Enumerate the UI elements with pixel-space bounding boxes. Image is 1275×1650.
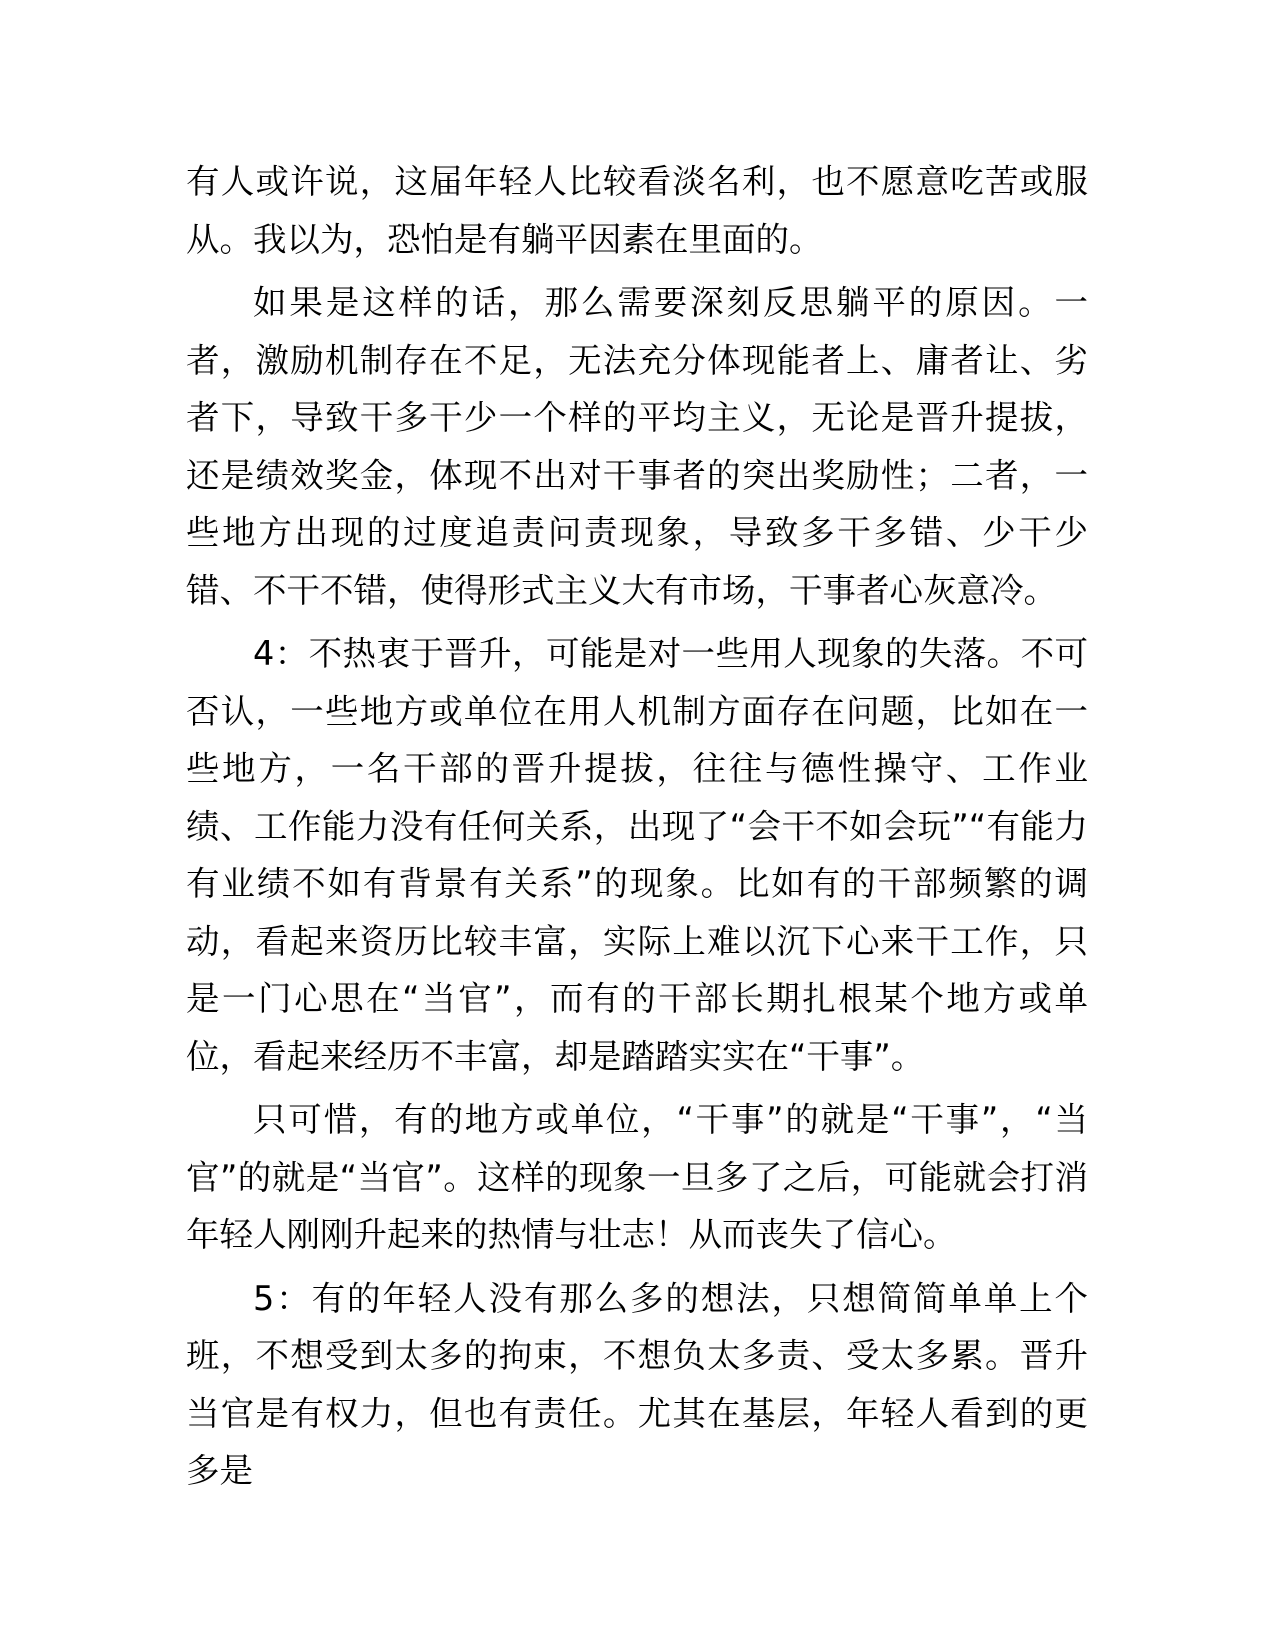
paragraph-5: 5：有的年轻人没有那么多的想法，只想简简单单上个班，不想受到太多的拘束，不想负太多责、受太多累。晋升当官是有权力，但也有责任。尤其在基层，年轻人看到的更多是 (186, 1278, 1088, 1490)
paragraph-4: 只可惜，有的地方或单位，“干事”的就是“干事”，“当官”的就是“当官”。这样的现象一旦多了之后，可能就会打消年轻人刚刚升起来的热情与壮志！从而丧失了信心。 (186, 1100, 1088, 1254)
document-body (186, 153, 1088, 1506)
paragraph-2: 如果是这样的话，那么需要深刻反思躺平的原因。一者，激励机制存在不足，无法充分体现能者上、庸者让、劣者下，导致干多干少一个样的平均主义，无论是晋升提拔，还是绩效奖金，体现不出对干事者的突出奖励性；二者，一些地方出现的过度追责问责现象，导致多干多错、少干少错、不干不错，使得形式主义大有市场，干事者心灰意冷。 (186, 283, 1088, 610)
paragraph-1: 有人或许说，这届年轻人比较看淡名利，也不愿意吃苦或服从。我以为，恐怕是有躺平因素在里面的。 (186, 162, 1088, 259)
paragraph-3: 4：不热衷于晋升，可能是对一些用人现象的失落。不可否认，一些地方或单位在用人机制方面存在问题，比如在一些地方，一名干部的晋升提拔，往往与德性操守、工作业绩、工作能力没有任何关系，出现了“会干不如会玩”“有能力有业绩不如有背景有关系”的现象。比如有的干部频繁的调动，看起来资历比较丰富，实际上难以沉下心来干工作，只是一门心思在“当官”，而有的干部长期扎根某个地方或单位，看起来经历不丰富，却是踏踏实实在“干事”。 (186, 634, 1088, 1076)
